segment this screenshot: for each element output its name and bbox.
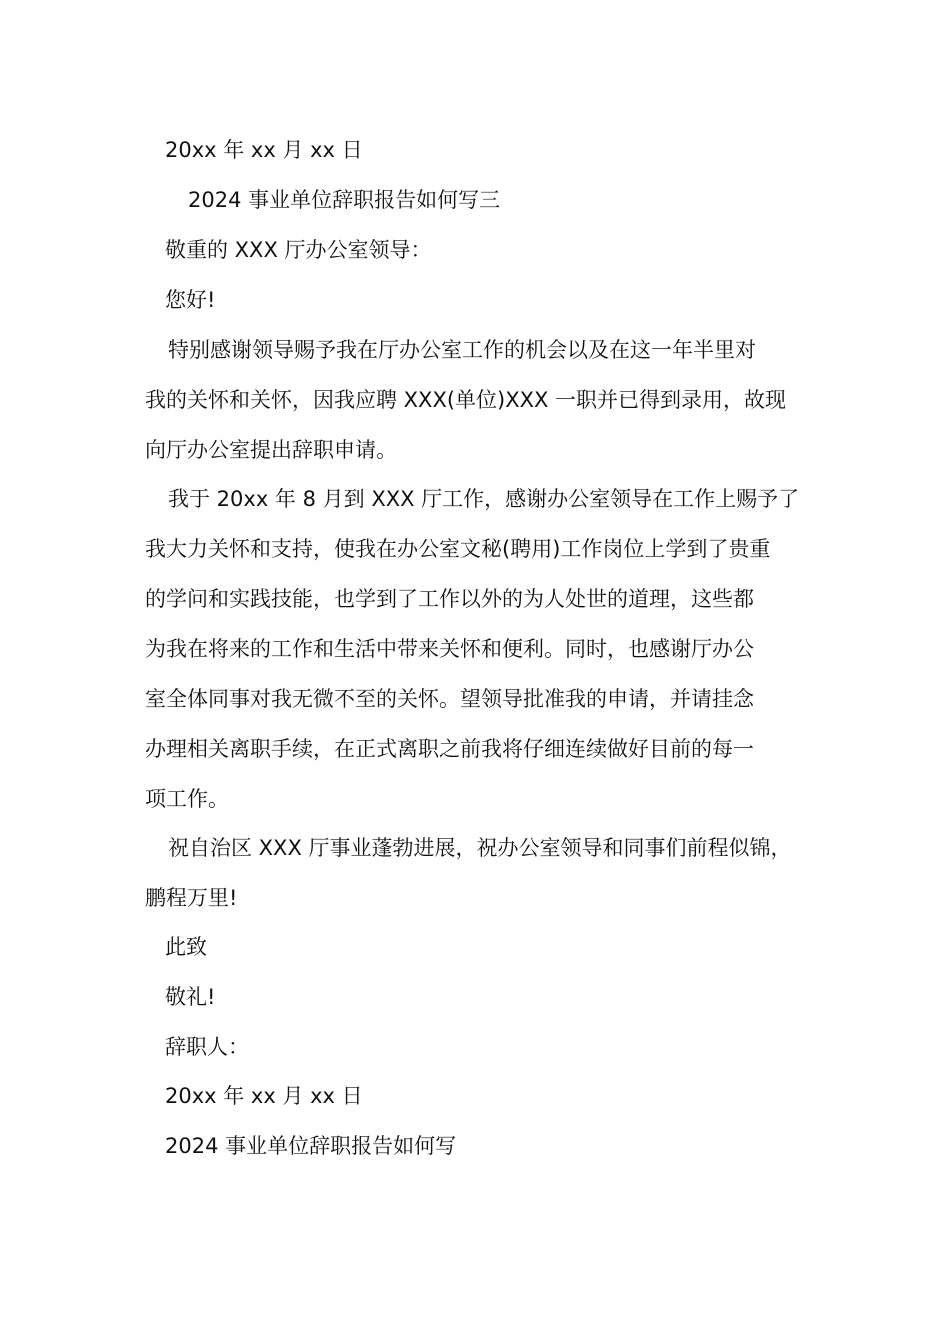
paragraph-1-line-3: 向厅办公室提出辞职申请。 bbox=[145, 438, 397, 462]
greeting: 您好! bbox=[165, 288, 216, 312]
date-line-top: 20xx 年 xx 月 xx 日 bbox=[165, 138, 363, 162]
salutation: 敬重的 XXX 厅办公室领导： bbox=[165, 238, 432, 262]
signer-line: 辞职人： bbox=[165, 1035, 249, 1059]
date-line-bottom: 20xx 年 xx 月 xx 日 bbox=[165, 1084, 363, 1108]
closing-line-1: 此致 bbox=[165, 935, 207, 959]
paragraph-3-line-2: 鹏程万里! bbox=[145, 886, 238, 910]
paragraph-2-line-4: 为我在将来的工作和生活中带来关怀和便利。同时，也感谢厅办公 bbox=[145, 637, 754, 661]
next-section-heading: 2024 事业单位辞职报告如何写 bbox=[165, 1134, 457, 1158]
paragraph-2-line-6: 办理相关离职手续，在正式离职之前我将仔细连续做好目前的每一 bbox=[145, 737, 754, 761]
paragraph-1-line-2: 我的关怀和关怀，因我应聘 XXX(单位)XXX 一职并已得到录用，故现 bbox=[145, 388, 787, 412]
section-heading: 2024 事业单位辞职报告如何写三 bbox=[188, 188, 501, 212]
paragraph-2-line-3: 的学问和实践技能，也学到了工作以外的为人处世的道理，这些都 bbox=[145, 587, 754, 611]
paragraph-1-line-1: 特别感谢领导赐予我在厅办公室工作的机会以及在这一年半里对 bbox=[168, 338, 756, 362]
paragraph-2-line-5: 室全体同事对我无微不至的关怀。望领导批准我的申请，并请挂念 bbox=[145, 687, 754, 711]
closing-line-2: 敬礼! bbox=[165, 985, 216, 1009]
paragraph-2-line-7: 项工作。 bbox=[145, 787, 229, 811]
paragraph-2-line-2: 我大力关怀和支持，使我在办公室文秘(聘用)工作岗位上学到了贵重 bbox=[145, 537, 771, 561]
paragraph-3-line-1: 祝自治区 XXX 厅事业蓬勃进展，祝办公室领导和同事们前程似锦， bbox=[168, 836, 792, 860]
paragraph-2-line-1: 我于 20xx 年 8 月到 XXX 厅工作，感谢办公室领导在工作上赐予了 bbox=[168, 487, 800, 511]
